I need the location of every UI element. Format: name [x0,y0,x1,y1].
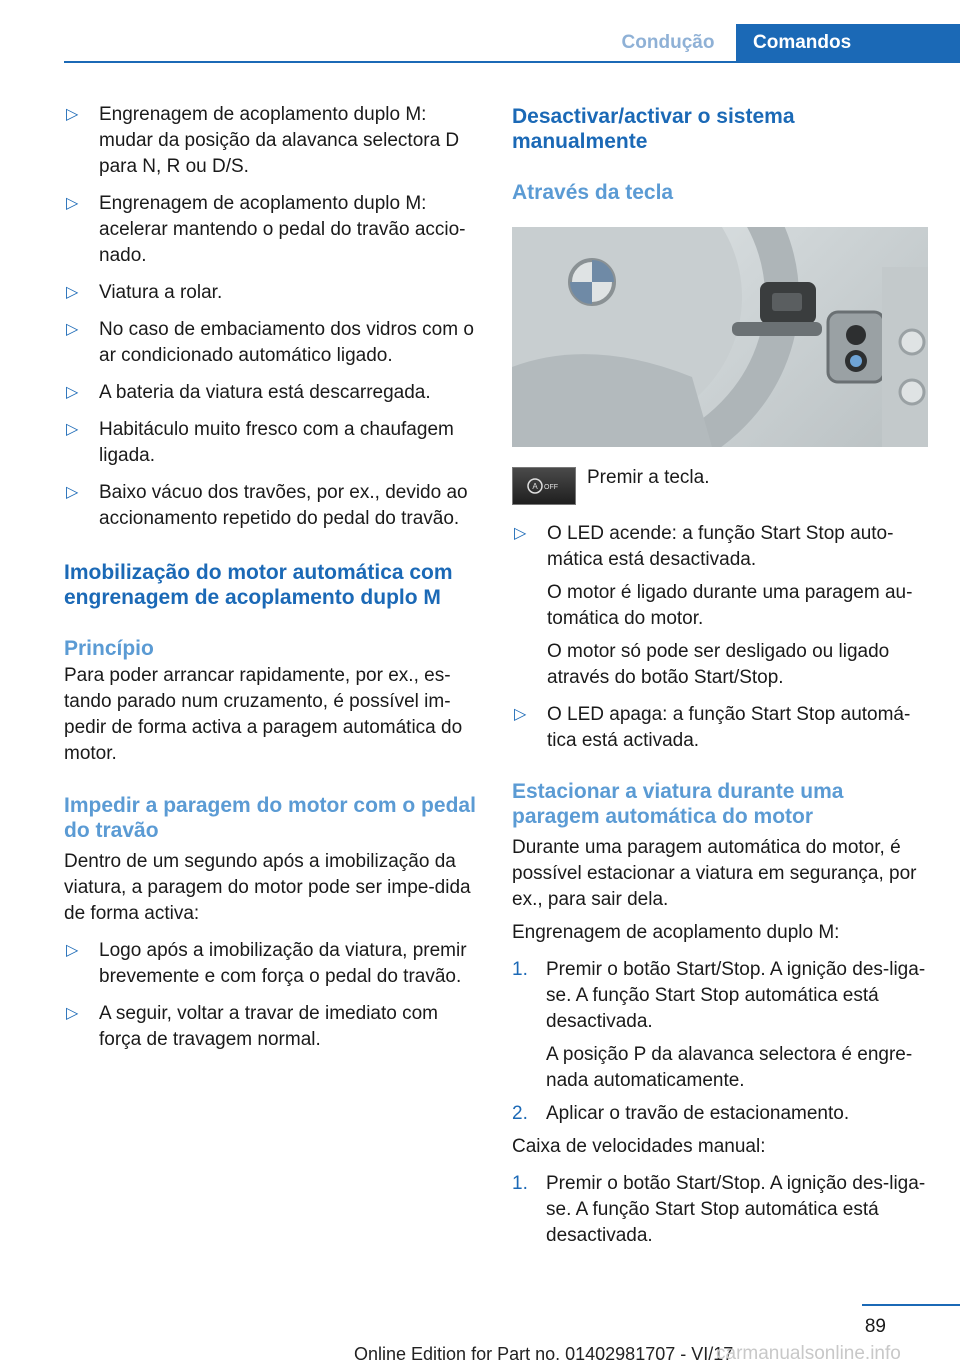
right-column [512,102,930,1256]
list-item: ▷ Engrenagem de acoplamento duplo M: mudar da posição da alavanca selectora D para N, R ou D/S. [66,104,460,177]
list-item: ▷ A bateria da viatura está descarregada. [64,380,482,406]
svg-text:OFF: OFF [544,484,558,491]
heading-manual-toggle: Desactivar/activar o sistema manualmente [512,105,795,153]
list-item: ▷ Logo após a imobilização da viatura, premir brevemente e com força o pedal do travão. [66,940,467,987]
triangle-bullet-icon: ▷ [66,942,79,959]
triangle-bullet-icon: ▷ [66,384,79,401]
triangle-bullet-icon: ▷ [66,321,79,338]
auto-start-stop-off-button-icon [512,467,576,505]
triangle-bullet-icon: ▷ [514,706,527,723]
key-instruction-text: Premir a tecla. [587,467,710,488]
subheading-brake-pedal: Impedir a paragem do motor com o pedal do travão [64,794,476,842]
list-item: ▷ O LED acende: a função Start Stop auto-mática está desactivada. O motor é ligado durante uma paragem au-tomática do motor. O motor só pode ser desligado ou ligado através do botão Start/Stop. [514,523,913,688]
steering-wheel-photo [512,227,928,447]
subheading-principle: Princípio [64,637,154,660]
chapter-tab-comandos[interactable]: Comandos [736,24,960,63]
list-item: ▷ Baixo vácuo dos travões, por ex., devido ao accionamento repetido do pedal do travão. [66,482,468,529]
subheading-via-button: Através da tecla [512,181,674,204]
footer-rule [862,1304,960,1306]
triangle-bullet-icon: ▷ [66,484,79,501]
svg-text:A: A [532,482,538,491]
list-item: ▷ Habitáculo muito fresco com a chaufagem ligada. [66,419,454,466]
section-tab-conducao[interactable]: Condução [621,32,715,53]
park-paragraph: Durante uma paragem automática do motor, é possível estacionar a viatura em segurança, por ex., para sair dela. [512,837,917,910]
steering-wheel-illustration [512,227,928,447]
left-column [64,102,482,1064]
triangle-bullet-icon: ▷ [66,106,79,123]
dct-label: Engrenagem de acoplamento duplo M: [512,922,840,943]
list-item: ▷ No caso de embaciamento dos vidros com o ar condicionado automático ligado. [66,319,474,366]
triangle-bullet-icon: ▷ [66,284,79,301]
numbered-step: 2. Aplicar o travão de estacionamento. [512,1103,850,1124]
subheading-park-vehicle: Estacionar a viatura durante uma paragem automática do motor [512,780,844,828]
edition-text: Online Edition for Part no. 01402981707 - VI/17 [354,1344,734,1364]
numbered-step: 1. Premir o botão Start/Stop. A ignição des-liga-se. A função Start Stop automática está desactivada. A posição P da alavanca selectora é engre-nada automaticamente. [512,959,926,1091]
manual-gearbox-label: Caixa de velocidades manual: [512,1136,766,1157]
watermark: carmanualsonline.info [716,1343,901,1364]
triangle-bullet-icon: ▷ [66,195,79,212]
page-number: 89 [864,1316,886,1337]
list-item: ▷ Engrenagem de acoplamento duplo M: acelerar mantendo o pedal do travão accio-nado. [66,193,466,266]
heading-dct-auto-stop: Imobilização do motor automática com engrenagem de acoplamento duplo M [64,561,453,609]
list-item: ▷ Viatura a rolar. [64,280,482,306]
triangle-bullet-icon: ▷ [66,421,79,438]
triangle-bullet-icon: ▷ [66,1005,79,1022]
prevent-paragraph: Dentro de um segundo após a imobilização da viatura, a paragem do motor pode ser impe-dida de forma activa: [64,851,471,924]
list-item: ▷ A seguir, voltar a travar de imediato com força de travagem normal. [66,1003,438,1050]
header-rule [64,61,960,63]
key-instruction-row [512,465,930,507]
principle-paragraph: Para poder arrancar rapidamente, por ex., es-tando parado num cruzamento, é possível im-pedir de forma activa a paragem automática do motor. [64,665,463,764]
triangle-bullet-icon: ▷ [514,525,527,542]
list-item: ▷ O LED apaga: a função Start Stop automá-tica está activada. [514,704,911,751]
numbered-step: 1. Premir o botão Start/Stop. A ignição des-liga-se. A função Start Stop automática está desactivada. [512,1173,926,1246]
